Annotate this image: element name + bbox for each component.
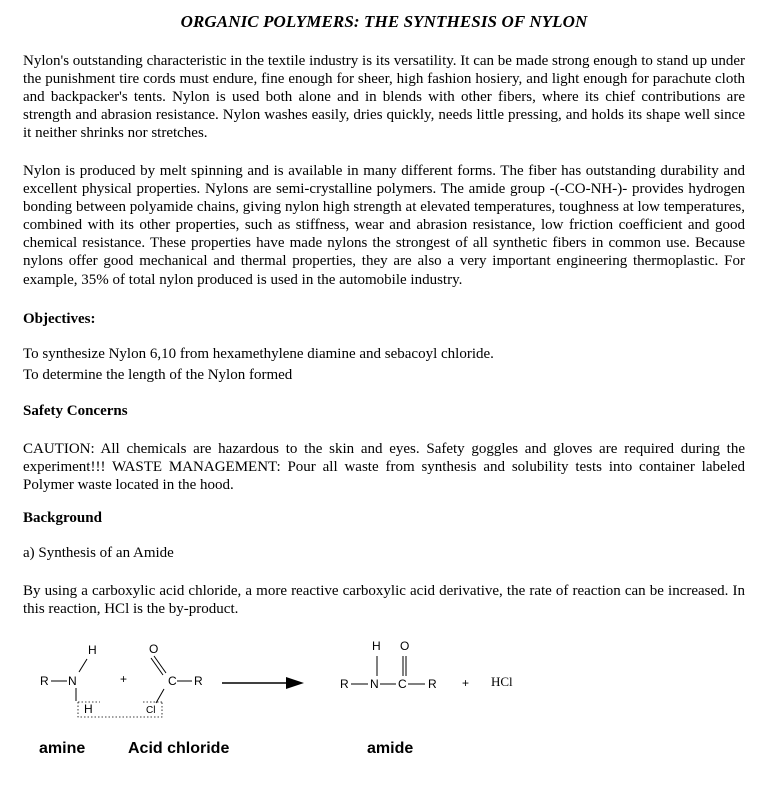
safety-paragraph: CAUTION: All chemicals are hazardous to the skin and eyes. Safety goggles and gloves are required during the experiment!!! WASTE MANAGEMENT: Pour all waste from synthesis and solubility tests into container labeled Polymer waste located in the hood. bbox=[23, 441, 745, 494]
amide-r-right: R bbox=[428, 677, 437, 691]
amide-structure bbox=[340, 639, 437, 691]
safety-heading: Safety Concerns bbox=[23, 403, 128, 419]
caption-amide: amide bbox=[367, 740, 414, 757]
amide-r-left: R bbox=[340, 677, 349, 691]
objectives-heading: Objectives: bbox=[23, 311, 96, 327]
amide-n: N bbox=[370, 677, 379, 691]
objective-item: To determine the length of the Nylon formed bbox=[23, 367, 293, 383]
byproduct-hcl: HCl bbox=[491, 674, 513, 689]
objective-item: To synthesize Nylon 6,10 from hexamethylene diamine and sebacoyl chloride. bbox=[23, 346, 494, 362]
acid-chloride-double-bond-2 bbox=[151, 658, 163, 675]
background-heading: Background bbox=[23, 510, 102, 526]
intro-paragraph-2: Nylon is produced by melt spinning and is available in many different forms. The fiber has outstanding durability and excellent physical properties. Nylons are semi-crystalline polymers. The amide group -(-CO-NH-)- provides hydrogen bonding between polyamide chains, giving nylon high strength at elevated temperatures, toughness at low temperatures, combined with its other properties, such as stiffness, wear and abrasion resistance, low friction coefficient and good chemical resistance. These properties have made nylons the strongest of all synthetic fibers in common use. Because nylons offer good mechanical and thermal properties, they are also a very important engineering thermoplastic. For example, 35% of total nylon produced is used in the automobile industry. bbox=[23, 163, 745, 288]
acid-chloride-double-bond-1 bbox=[154, 656, 166, 673]
caption-acid-chloride: Acid chloride bbox=[128, 740, 230, 757]
acid-chloride-structure bbox=[146, 642, 203, 716]
plus-sign: + bbox=[462, 676, 470, 690]
amine-bond-nh-top bbox=[79, 659, 87, 672]
amide-c: C bbox=[398, 677, 407, 691]
amine-structure bbox=[40, 643, 97, 716]
acid-chloride-o: O bbox=[149, 642, 159, 656]
intro-paragraph-1: Nylon's outstanding characteristic in the textile industry is its versatility. It can be made strong enough to stand up under the punishment tire cords must endure, fine enough for sheer, high fashion hosiery, and light enough for parachute cloth and backpacker's tents. Nylon is used both alone and in blends with other fibers, where its chief contributions are strength and abrasion resistance. Nylon washes easily, dries quickly, needs little pressing, and holds its shape well since it neither shrinks nor stretches. bbox=[23, 53, 745, 142]
page-title: ORGANIC POLYMERS: THE SYNTHESIS OF NYLON bbox=[180, 12, 588, 31]
amine-h-top: H bbox=[88, 643, 97, 657]
amide-h: H bbox=[372, 639, 381, 653]
amine-h-bottom: H bbox=[84, 702, 93, 716]
amide-o: O bbox=[400, 639, 410, 653]
acid-chloride-bond-ccl bbox=[156, 689, 164, 703]
acid-chloride-r: R bbox=[194, 674, 203, 688]
elimination-box bbox=[78, 702, 162, 717]
amine-r: R bbox=[40, 674, 49, 688]
acid-chloride-c: C bbox=[168, 674, 177, 688]
amine-n: N bbox=[68, 674, 77, 688]
acid-chloride-cl: Cl bbox=[146, 705, 156, 716]
plus-sign: + bbox=[120, 672, 128, 686]
reaction-arrow bbox=[222, 677, 304, 689]
caption-amine: amine bbox=[39, 740, 86, 757]
background-subheading: a) Synthesis of an Amide bbox=[23, 545, 174, 561]
background-paragraph: By using a carboxylic acid chloride, a more reactive carboxylic acid derivative, the rate of reaction can be increased. In this reaction, HCl is the by-product. bbox=[23, 583, 745, 618]
